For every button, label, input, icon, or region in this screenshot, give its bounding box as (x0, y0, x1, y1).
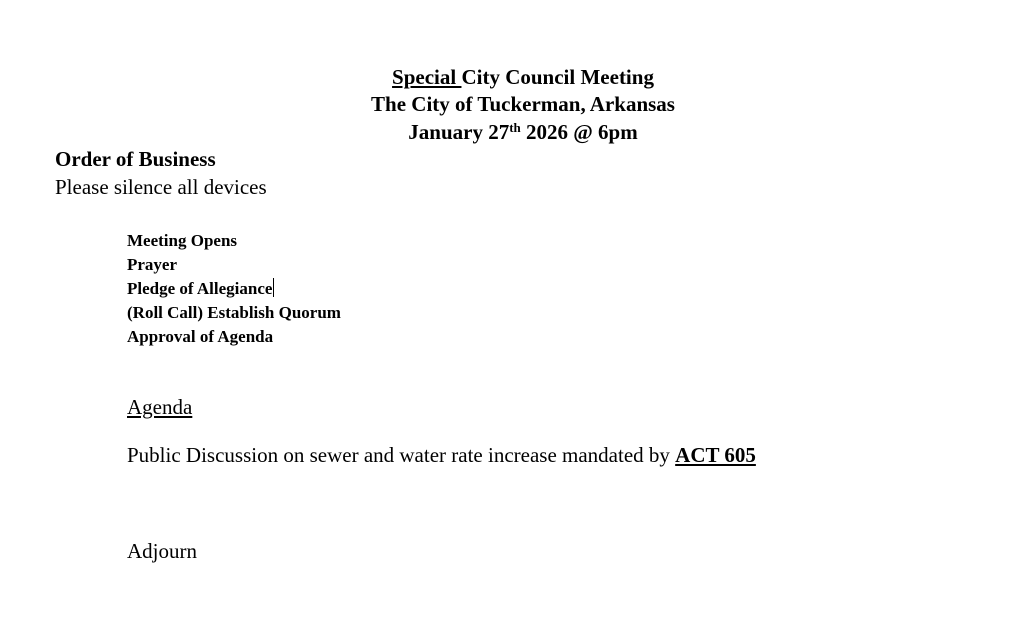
business-item-label: Approval of Agenda (127, 327, 274, 346)
business-item-label: Prayer (127, 255, 178, 274)
meeting-date (0, 119, 1021, 148)
meeting-type: Special (392, 65, 462, 89)
date-ordinal-suffix: th (509, 120, 521, 135)
business-item-roll-call (127, 301, 341, 325)
meeting-title-rest: City Council Meeting (461, 65, 654, 89)
business-item-approval (127, 325, 341, 349)
date-rest: 2026 @ 6pm (520, 120, 638, 144)
business-item-label: Meeting Opens (127, 231, 238, 250)
business-item-pledge (127, 277, 341, 301)
silence-devices-notice: Please silence all devices (55, 175, 267, 199)
city-line: The City of Tuckerman, Arkansas (371, 92, 675, 116)
agenda-item (127, 442, 756, 468)
date-prefix: January 27 (408, 120, 510, 144)
agenda-item-text: Public Discussion on sewer and water rate increase mandated by (127, 443, 676, 467)
business-item-prayer (127, 253, 341, 277)
adjourn-line: Adjourn (127, 539, 197, 563)
order-of-business-list (127, 229, 341, 349)
order-of-business-heading: Order of Business (55, 147, 216, 171)
business-item-label: (Roll Call) Establish Quorum (127, 303, 341, 322)
meeting-title (0, 64, 1021, 90)
text-cursor (273, 278, 274, 297)
business-item-label: Pledge of Allegiance (127, 279, 273, 298)
act-reference: ACT 605 (675, 443, 756, 467)
agenda-heading: Agenda (127, 395, 193, 419)
business-item-meeting-opens (127, 229, 341, 253)
